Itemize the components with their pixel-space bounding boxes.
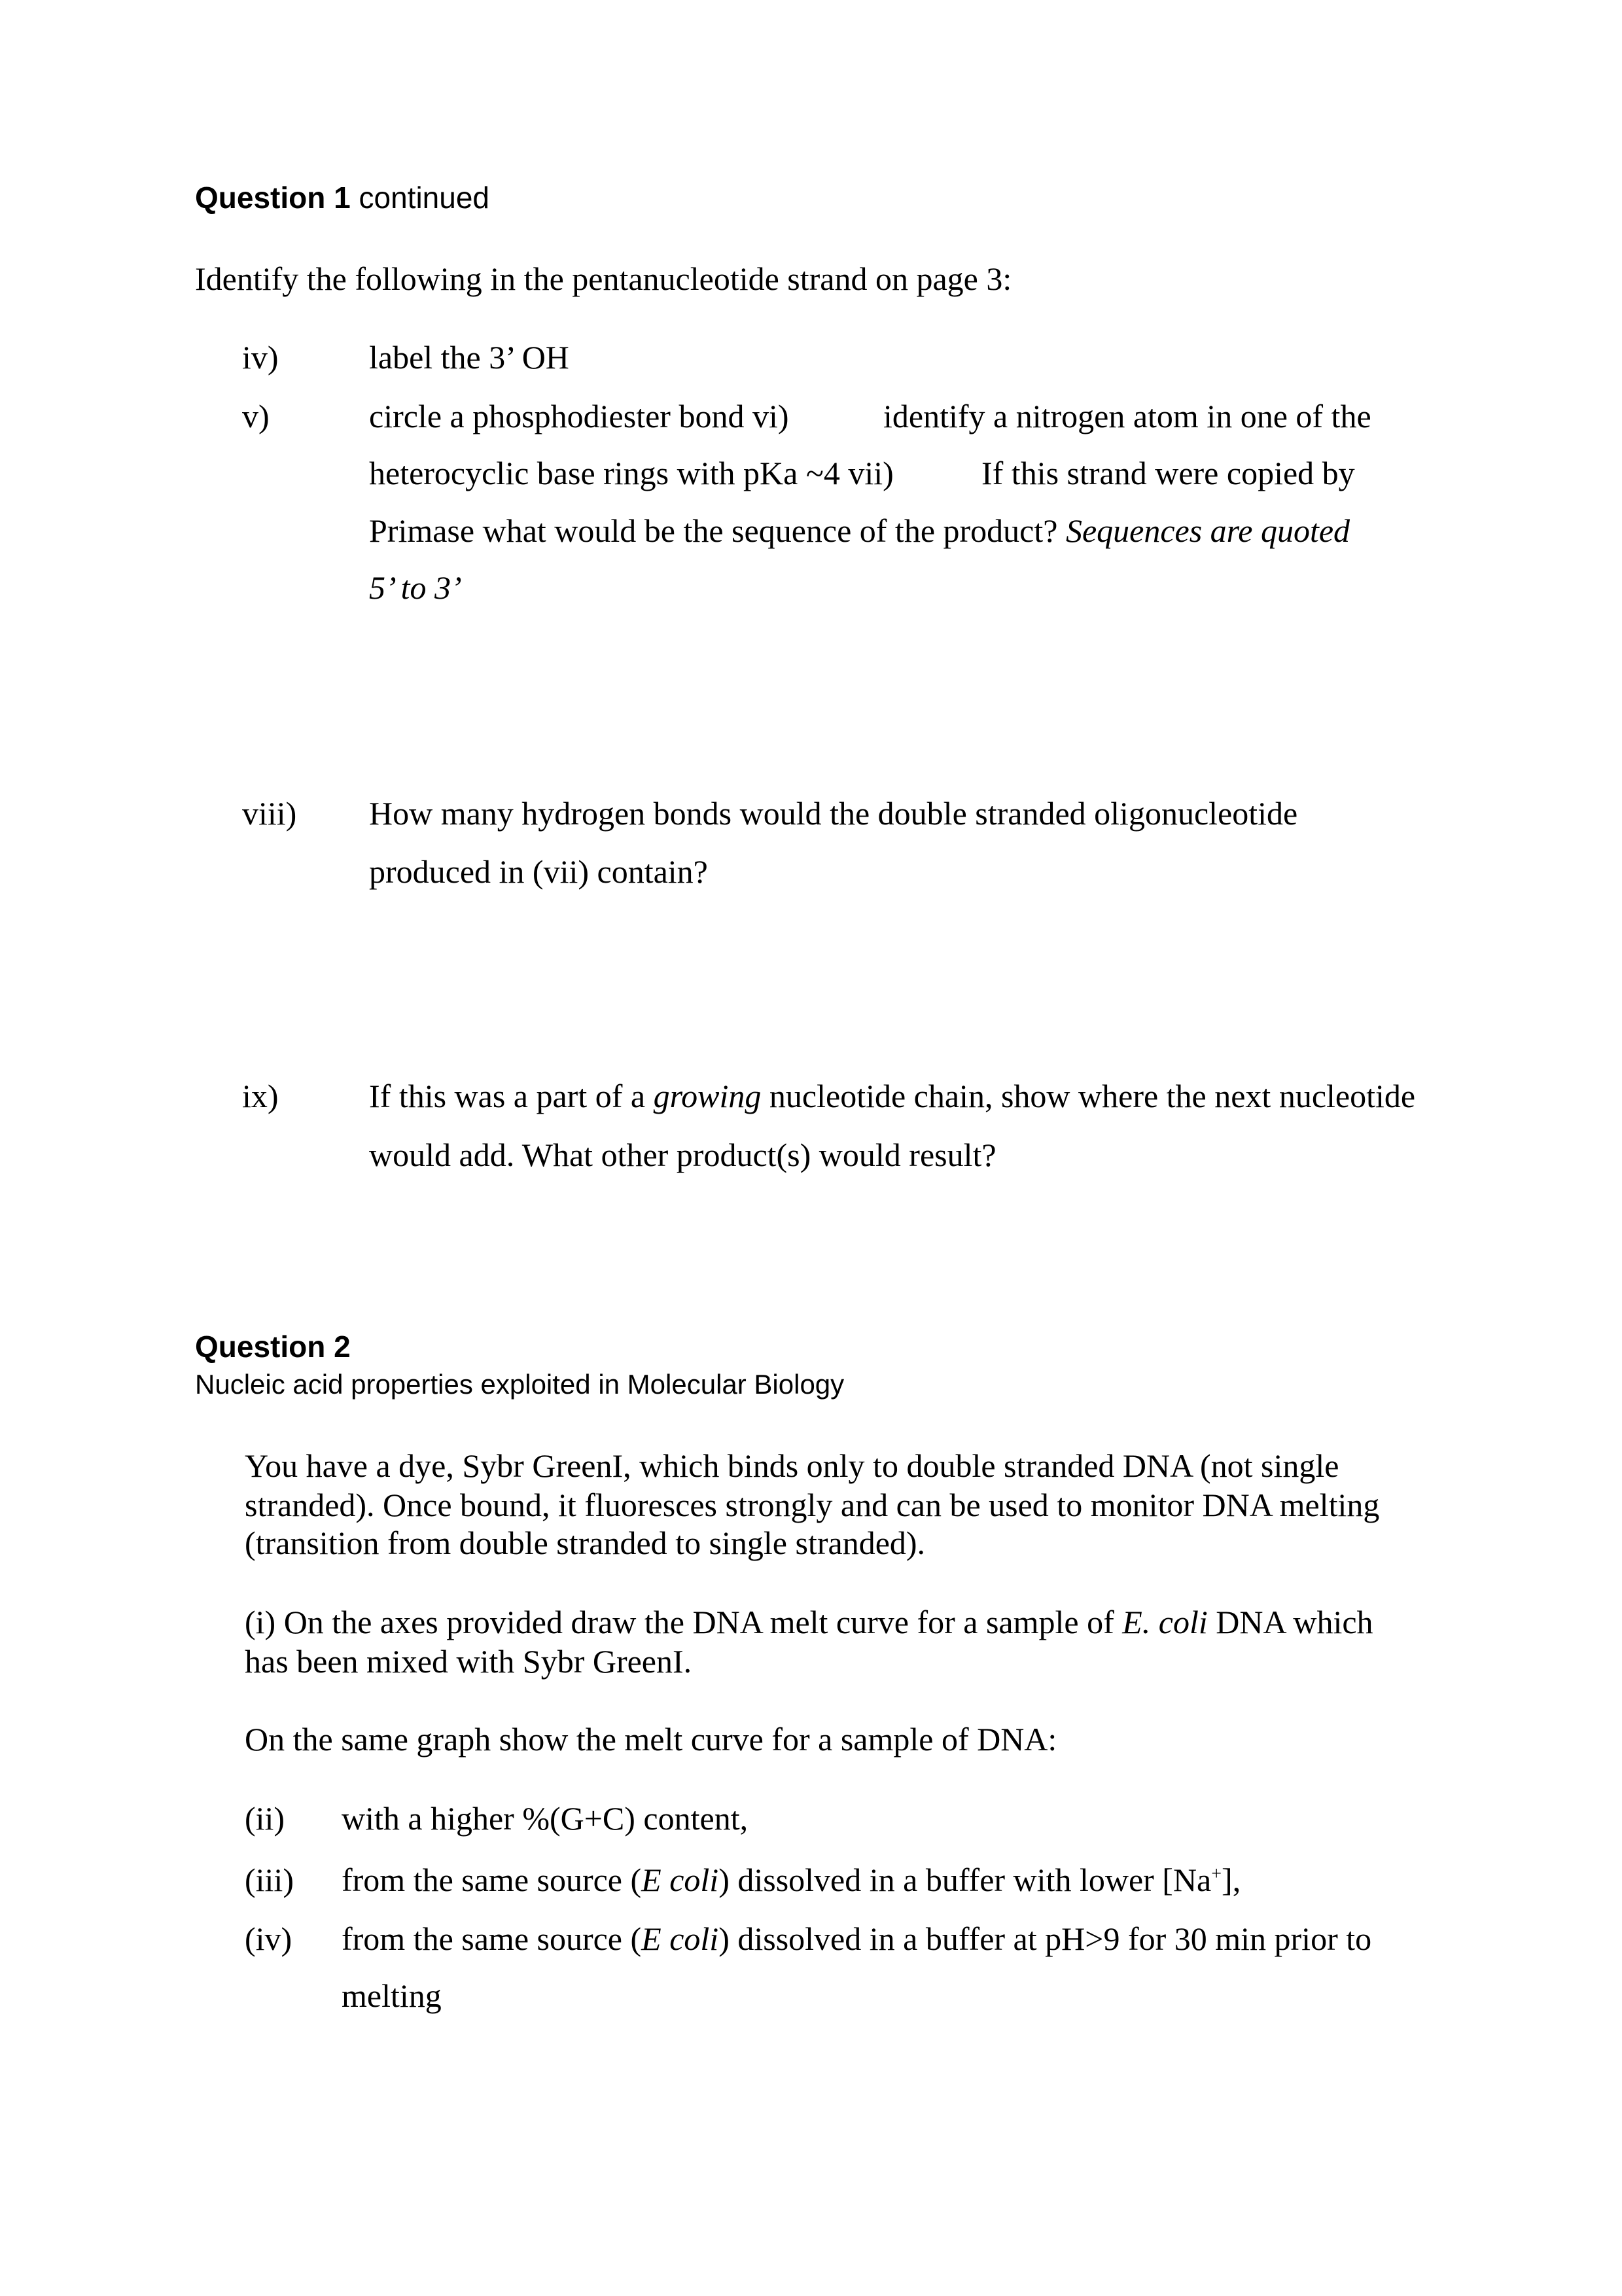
item-v-label: v) — [242, 398, 270, 434]
italic: E coli — [641, 1920, 719, 1957]
heading-bold: Question 2 — [195, 1330, 351, 1364]
q2-para3: On the same graph show the melt curve for a sample of DNA: — [245, 1721, 1057, 1757]
q2-item-ii-text: with a higher %(G+C) content, — [342, 1800, 749, 1837]
heading-rest: continued — [350, 181, 489, 215]
italic: E coli — [641, 1862, 719, 1898]
q2-item-iv-label: (iv) — [245, 1920, 292, 1957]
item-ix-line1 — [369, 1076, 1415, 1116]
q2-item-iii-label: (iii) — [245, 1862, 294, 1898]
line3-text: Primase what would be the sequence of the product? — [369, 512, 1066, 549]
heading-bold: Question 1 — [195, 181, 351, 215]
item-v-line4 — [369, 568, 462, 607]
end: ], — [1222, 1862, 1241, 1898]
question-1-heading — [195, 179, 489, 216]
q2-para1-line2: stranded). Once bound, it fluoresces strongly and can be used to monitor DNA melting — [245, 1487, 1380, 1523]
item-ix-label: ix) — [242, 1078, 279, 1114]
q2-item-iii-text — [342, 1860, 1241, 1899]
item-viii-line2: produced in (vii) contain? — [369, 853, 708, 890]
line4-italic: 5’ to 3’ — [369, 569, 462, 606]
q2-para1-line3: (transition from double stranded to single stranded). — [245, 1525, 926, 1561]
item-v-line3 — [369, 511, 1350, 550]
post: ) dissolved in a buffer with lower [Na — [718, 1862, 1212, 1898]
q2-item-ii-label: (ii) — [245, 1800, 285, 1837]
post: nucleotide chain, show where the next nucleotide — [761, 1078, 1416, 1114]
q2-para2-line1 — [245, 1602, 1373, 1642]
line3-italic: Sequences are quoted — [1065, 512, 1350, 549]
question-2-subtitle: Nucleic acid properties exploited in Molecular Biology — [195, 1369, 845, 1400]
pre: from the same source ( — [342, 1920, 642, 1957]
item-v-line2b: If this strand were copied by — [981, 455, 1355, 491]
q2-para1-line1: You have a dye, Sybr GreenI, which binds only to double stranded DNA (not single — [245, 1447, 1339, 1484]
q2-item-iv-line2: melting — [342, 1977, 442, 2014]
superscript: + — [1211, 1863, 1222, 1884]
item-v-line2a: heterocyclic base rings with pKa ~4 vii) — [369, 455, 894, 491]
q2-para2-line2: has been mixed with Sybr GreenI. — [245, 1643, 692, 1680]
item-viii-line1: How many hydrogen bonds would the double stranded oligonucleotide — [369, 795, 1298, 832]
question-2-heading — [195, 1328, 351, 1365]
item-viii-label: viii) — [242, 795, 297, 832]
italic: growing — [653, 1078, 762, 1114]
item-v-line1b: identify a nitrogen atom in one of the — [883, 398, 1371, 434]
post: ) dissolved in a buffer at pH>9 for 30 min prior to — [718, 1920, 1372, 1957]
q2-item-iv-text — [342, 1919, 1371, 1958]
item-v-line1a: circle a phosphodiester bond vi) — [369, 398, 789, 434]
item-ix-line2: would add. What other product(s) would result? — [369, 1137, 996, 1173]
item-iv-text: label the 3’ OH — [369, 339, 569, 376]
post: DNA which — [1207, 1604, 1373, 1640]
q1-intro: Identify the following in the pentanucleotide strand on page 3: — [195, 260, 1012, 297]
pre: from the same source ( — [342, 1862, 642, 1898]
pre: (i) On the axes provided draw the DNA melt curve for a sample of — [245, 1604, 1123, 1640]
item-iv-label: iv) — [242, 339, 279, 376]
italic: E. coli — [1122, 1604, 1208, 1640]
pre: If this was a part of a — [369, 1078, 654, 1114]
